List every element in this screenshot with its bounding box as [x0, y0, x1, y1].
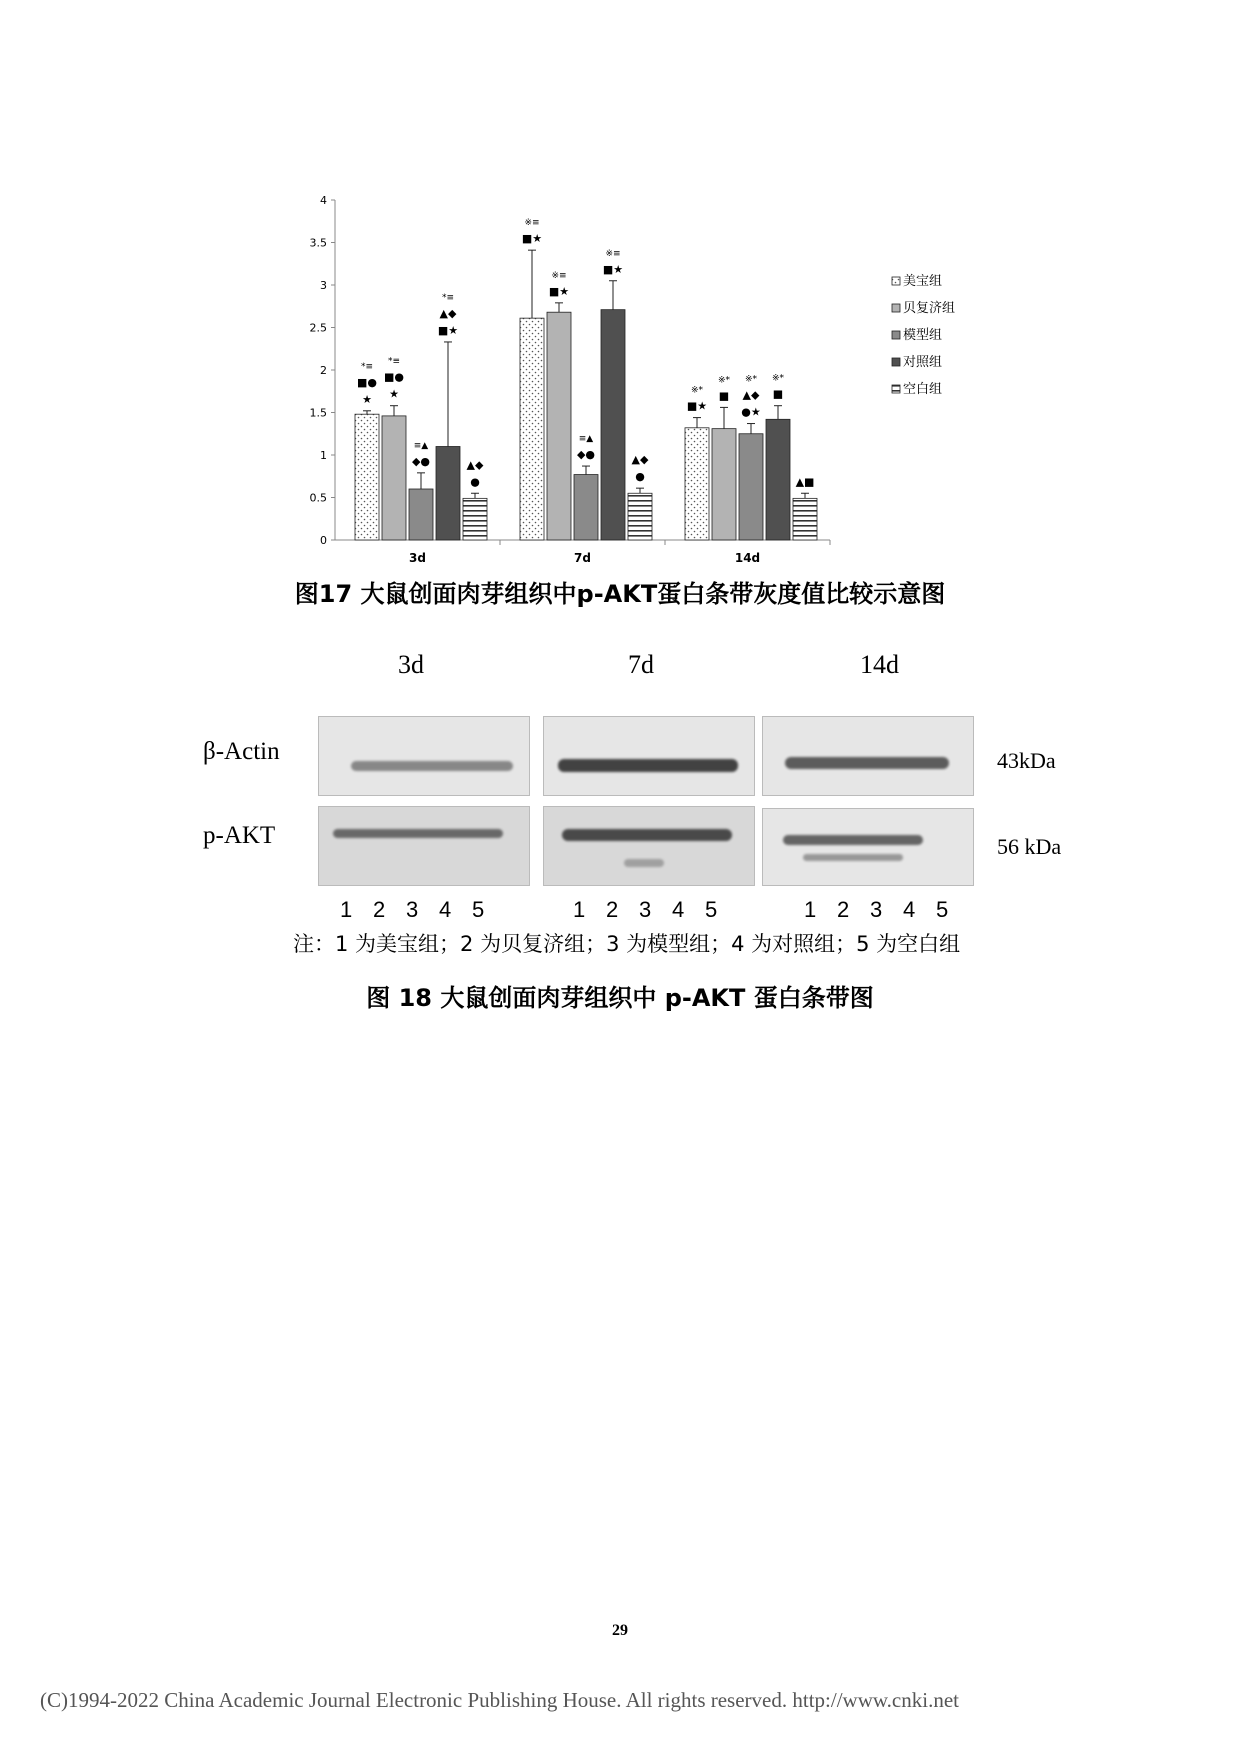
y-tick-label: 0 [320, 534, 327, 547]
lane-number: 2 [837, 897, 850, 922]
lane-number: 4 [672, 897, 685, 922]
kda-label-56: 56 kDa [997, 834, 1062, 859]
bar-chart-p-akt [300, 185, 980, 570]
significance-marker: ★ [362, 392, 372, 406]
significance-marker: ▲◆ [742, 388, 760, 402]
bar [382, 416, 406, 540]
significance-marker: ≡▲ [578, 434, 594, 445]
x-tick-label: 3d [409, 551, 426, 565]
bar [628, 493, 652, 540]
lane-number: 4 [903, 897, 916, 922]
significance-marker: *≡ [441, 292, 455, 303]
bar [520, 318, 544, 540]
blot-panel-pakt-14d [762, 808, 974, 886]
significance-marker: ▲◆ [439, 306, 457, 320]
figure-17-caption: 图17 大鼠创面肉芽组织中p-AKT蛋白条带灰度值比较示意图 [294, 580, 946, 608]
legend-label: 空白组 [903, 382, 943, 397]
blot-band [785, 757, 949, 769]
legend-swatch [892, 385, 900, 393]
blot-band [803, 854, 903, 861]
lane-number: 4 [439, 897, 452, 922]
blot-panel-actin-3d [318, 716, 530, 796]
y-tick-label: 1.5 [309, 406, 327, 420]
bar [793, 498, 817, 540]
legend-label: 美宝组 [903, 274, 943, 289]
lane-number: 3 [870, 897, 883, 922]
significance-marker: ■★ [548, 284, 570, 298]
significance-marker: *≡ [360, 361, 374, 372]
blot-timepoint-3d: 3d [398, 650, 424, 679]
significance-marker: ●★ [741, 405, 761, 419]
significance-marker: ■● [357, 375, 377, 389]
row-label-p-akt: p-AKT [203, 822, 276, 849]
x-tick-label: 7d [574, 551, 591, 565]
significance-marker: ◆● [576, 448, 596, 462]
significance-marker: ▲◆ [466, 458, 484, 472]
significance-marker: ▲◆ [631, 453, 649, 467]
blot-panel-actin-14d [762, 716, 974, 796]
significance-marker: ★ [389, 387, 399, 401]
figure-18-caption: 图 18 大鼠创面肉芽组织中 p-AKT 蛋白条带图 [366, 984, 874, 1012]
lane-number: 3 [639, 897, 652, 922]
legend-label: 贝复济组 [903, 301, 956, 316]
blot-timepoint-7d: 7d [628, 650, 654, 679]
y-tick-label: 3 [320, 279, 327, 292]
copyright-footer: (C)1994-2022 China Academic Journal Electronic Publishing House. All rights reserved. http://www.cnki.net [40, 1688, 959, 1712]
bar [463, 498, 487, 540]
bar [547, 312, 571, 540]
significance-marker: ※* [771, 373, 785, 384]
legend-swatch [892, 277, 900, 285]
blot-panel-pakt-3d [318, 806, 530, 886]
lane-number: 5 [936, 897, 949, 922]
significance-marker: ■● [384, 370, 404, 384]
lane-number: 3 [406, 897, 419, 922]
lane-number: 1 [804, 897, 817, 922]
significance-marker: ≡▲ [413, 440, 429, 451]
bar [712, 429, 736, 540]
legend-label: 模型组 [903, 328, 943, 343]
significance-marker: ■★ [686, 399, 708, 413]
legend-label: 对照组 [903, 355, 943, 370]
row-label-beta-actin: β-Actin [203, 738, 280, 765]
significance-marker: ■ [718, 389, 730, 403]
bar [436, 447, 460, 541]
blot-band [624, 859, 664, 867]
blot-panel-actin-7d [543, 716, 755, 796]
significance-marker: ■ [772, 387, 784, 401]
bar [685, 428, 709, 540]
y-tick-label: 0.5 [309, 491, 327, 505]
blot-band [558, 759, 738, 772]
lane-number: 2 [373, 897, 386, 922]
x-tick-label: 14d [734, 551, 761, 565]
blot-band [562, 829, 732, 841]
legend-swatch [892, 358, 900, 366]
page-number: 29 [612, 1622, 628, 1639]
significance-marker: ※≡ [524, 218, 540, 229]
lane-number: 1 [340, 897, 353, 922]
blot-timepoint-14d: 14d [860, 650, 899, 679]
blot-band [333, 829, 503, 838]
significance-marker: ※≡ [605, 248, 621, 259]
significance-marker: ■★ [602, 262, 624, 276]
lane-number: 5 [472, 897, 485, 922]
significance-marker: ※* [690, 385, 704, 396]
legend-swatch [892, 304, 900, 312]
significance-marker: ※* [744, 374, 758, 385]
y-tick-label: 3.5 [309, 236, 327, 250]
significance-marker: ▲■ [795, 475, 815, 489]
lane-number: 1 [573, 897, 586, 922]
lane-number: 5 [705, 897, 718, 922]
bar [739, 434, 763, 540]
y-tick-label: 2.5 [309, 321, 327, 335]
bar [574, 475, 598, 540]
y-tick-label: 2 [320, 364, 327, 377]
lane-number: 2 [606, 897, 619, 922]
legend-swatch [892, 331, 900, 339]
y-tick-label: 4 [320, 194, 327, 207]
y-tick-label: 1 [320, 449, 327, 462]
significance-marker: ■★ [521, 232, 543, 246]
bar [409, 489, 433, 540]
significance-marker: ※* [717, 375, 731, 386]
significance-marker: ■★ [437, 323, 459, 337]
significance-marker: *≡ [387, 356, 401, 367]
significance-marker: ● [470, 475, 480, 489]
kda-label-43: 43kDa [997, 748, 1056, 773]
bar [355, 414, 379, 540]
blot-band [351, 761, 513, 771]
significance-marker: ※≡ [551, 270, 567, 281]
bar [601, 310, 625, 540]
significance-marker: ● [635, 470, 645, 484]
figure-18-note: 注：1 为美宝组；2 为贝复济组；3 为模型组；4 为对照组；5 为空白组 [293, 932, 961, 956]
bar [766, 419, 790, 540]
blot-panel-pakt-7d [543, 806, 755, 886]
significance-marker: ◆● [411, 454, 431, 468]
blot-band [783, 835, 923, 845]
